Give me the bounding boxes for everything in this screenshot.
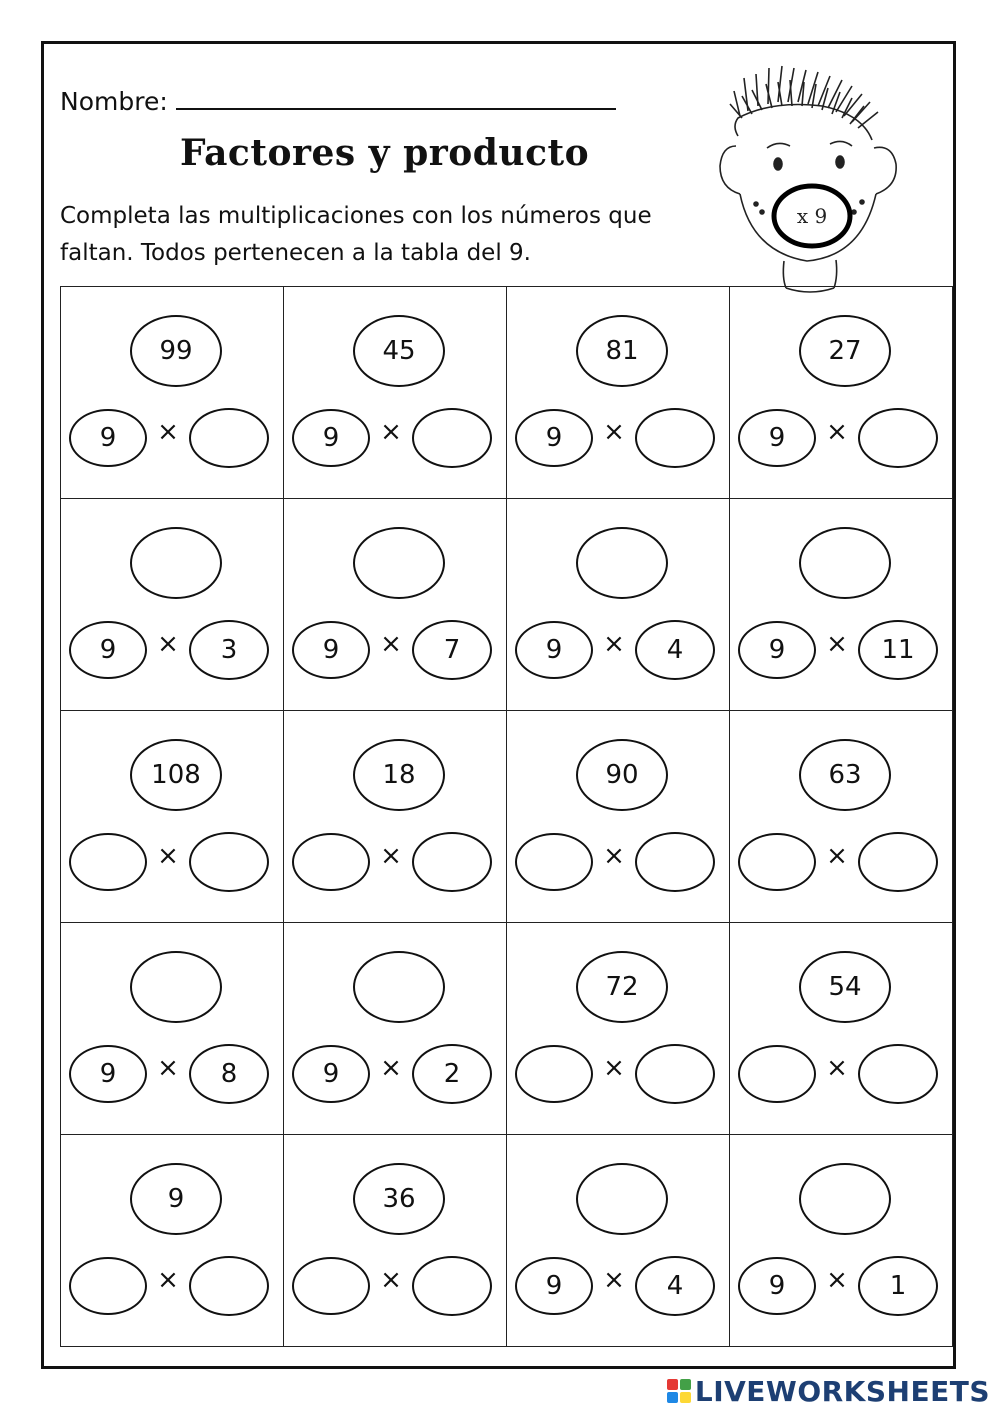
grid-row: [61, 1135, 953, 1347]
times-sign: ×: [603, 417, 625, 447]
factor2-oval[interactable]: [635, 1044, 715, 1104]
factor1-oval[interactable]: [292, 833, 370, 891]
factor2-oval: 11: [858, 620, 938, 680]
product-oval: 90: [576, 739, 668, 811]
factor1-oval: 9: [738, 621, 816, 679]
factor1-oval: 9: [69, 409, 147, 467]
product-oval: 99: [130, 315, 222, 387]
factor1-oval: 9: [515, 1257, 593, 1315]
product-oval: 45: [353, 315, 445, 387]
product-oval[interactable]: [799, 1163, 891, 1235]
problem-cell: [61, 499, 284, 711]
page-title: Factores y producto: [180, 132, 590, 174]
factor1-oval[interactable]: [738, 833, 816, 891]
times-sign: ×: [826, 629, 848, 659]
factor1-oval: 9: [292, 409, 370, 467]
problem-cell: [61, 711, 284, 923]
times-sign: ×: [826, 1265, 848, 1295]
liveworksheets-logo-icon: [667, 1379, 691, 1403]
factor1-oval: 9: [738, 1257, 816, 1315]
problem-cell: [284, 711, 507, 923]
times-sign: ×: [603, 1053, 625, 1083]
factor1-oval: 9: [69, 1045, 147, 1103]
problem-cell: [61, 287, 284, 499]
times-sign: ×: [603, 1265, 625, 1295]
product-oval[interactable]: [130, 951, 222, 1023]
product-oval: 9: [130, 1163, 222, 1235]
product-oval: 36: [353, 1163, 445, 1235]
times-sign: ×: [380, 1053, 402, 1083]
liveworksheets-logo: [667, 1374, 990, 1408]
problem-cell: [61, 1135, 284, 1347]
product-oval: 108: [130, 739, 222, 811]
times-sign: ×: [826, 417, 848, 447]
boy-face-illustration: [712, 56, 952, 296]
factor1-oval: 9: [515, 409, 593, 467]
problem-cell: [507, 711, 730, 923]
factor2-oval: 7: [412, 620, 492, 680]
product-oval[interactable]: [576, 527, 668, 599]
factor2-oval[interactable]: [412, 832, 492, 892]
factor2-oval[interactable]: [635, 832, 715, 892]
product-oval: 81: [576, 315, 668, 387]
factor1-oval: 9: [292, 1045, 370, 1103]
times-sign: ×: [157, 1053, 179, 1083]
product-oval[interactable]: [353, 527, 445, 599]
factor2-oval: 2: [412, 1044, 492, 1104]
factor2-oval[interactable]: [412, 408, 492, 468]
problem-cell: [730, 1135, 953, 1347]
factor2-oval[interactable]: [635, 408, 715, 468]
multiplication-grid: [60, 286, 953, 1347]
factor1-oval[interactable]: [292, 1257, 370, 1315]
factor2-oval[interactable]: [189, 832, 269, 892]
times-sign: ×: [380, 417, 402, 447]
product-oval: 27: [799, 315, 891, 387]
instructions-text: Completa las multiplicaciones con los números que faltan. Todos pertenecen a la tabla del 9.: [60, 203, 652, 266]
name-field: [60, 82, 616, 116]
factor1-oval: 9: [292, 621, 370, 679]
factor2-oval[interactable]: [189, 408, 269, 468]
times-sign: ×: [826, 841, 848, 871]
factor1-oval: 9: [69, 621, 147, 679]
factor2-oval: 3: [189, 620, 269, 680]
factor2-oval: 4: [635, 620, 715, 680]
factor1-oval: 9: [738, 409, 816, 467]
factor2-oval[interactable]: [858, 832, 938, 892]
problem-cell: [507, 287, 730, 499]
product-oval[interactable]: [799, 527, 891, 599]
times-sign: ×: [603, 841, 625, 871]
grid-row: [61, 287, 953, 499]
factor2-oval[interactable]: [858, 408, 938, 468]
times-sign: ×: [826, 1053, 848, 1083]
factor2-oval[interactable]: [412, 1256, 492, 1316]
product-oval: 18: [353, 739, 445, 811]
factor2-oval[interactable]: [189, 1256, 269, 1316]
product-oval[interactable]: [353, 951, 445, 1023]
times-sign: ×: [157, 629, 179, 659]
times-sign: ×: [380, 841, 402, 871]
problem-cell: [61, 923, 284, 1135]
grid-row: [61, 923, 953, 1135]
problem-cell: [507, 499, 730, 711]
times-sign: ×: [157, 1265, 179, 1295]
problem-cell: [284, 1135, 507, 1347]
factor2-oval: 1: [858, 1256, 938, 1316]
problem-cell: [730, 711, 953, 923]
name-input-line[interactable]: [176, 82, 616, 110]
problem-cell: [730, 287, 953, 499]
factor2-oval: 8: [189, 1044, 269, 1104]
problem-cell: [730, 923, 953, 1135]
product-oval: 54: [799, 951, 891, 1023]
name-label: Nombre:: [60, 87, 168, 116]
times-sign: ×: [380, 1265, 402, 1295]
factor2-oval: 4: [635, 1256, 715, 1316]
product-oval[interactable]: [576, 1163, 668, 1235]
product-oval: 63: [799, 739, 891, 811]
factor1-oval: 9: [515, 621, 593, 679]
factor1-oval[interactable]: [69, 833, 147, 891]
times-sign: ×: [157, 417, 179, 447]
problem-cell: [507, 923, 730, 1135]
grid-row: [61, 499, 953, 711]
brand-name: LIVEWORKSHEETS: [694, 1374, 990, 1408]
problem-cell: [284, 287, 507, 499]
grid-row: [61, 711, 953, 923]
times-sign: ×: [380, 629, 402, 659]
product-oval: 72: [576, 951, 668, 1023]
product-oval[interactable]: [130, 527, 222, 599]
factor1-oval[interactable]: [515, 833, 593, 891]
mascot-label: x 9: [796, 204, 828, 228]
factor2-oval[interactable]: [858, 1044, 938, 1104]
factor1-oval[interactable]: [69, 1257, 147, 1315]
factor1-oval[interactable]: [738, 1045, 816, 1103]
factor1-oval[interactable]: [515, 1045, 593, 1103]
problem-cell: [730, 499, 953, 711]
times-sign: ×: [603, 629, 625, 659]
problem-cell: [284, 499, 507, 711]
times-sign: ×: [157, 841, 179, 871]
problem-cell: [507, 1135, 730, 1347]
problem-cell: [284, 923, 507, 1135]
